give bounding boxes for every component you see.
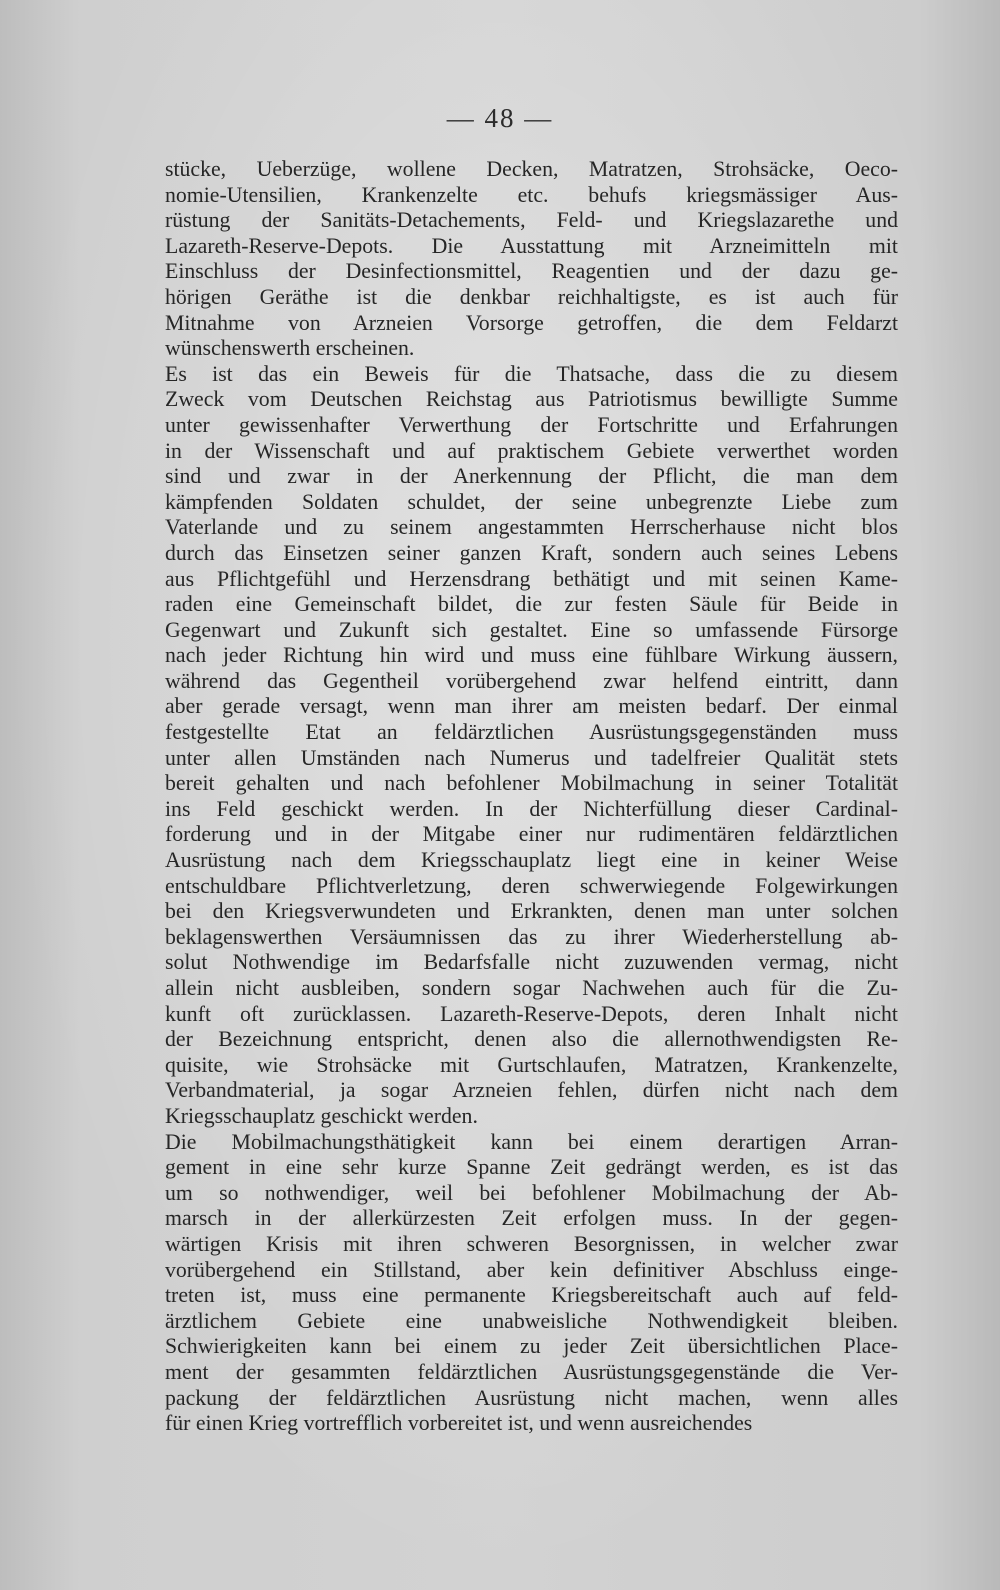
text-line: in der Wissenschaft und auf praktischem Gebiete verwerthet worden <box>165 438 898 463</box>
text-line: während das Gegentheil vorübergehend zwar helfend eintritt, dann <box>165 668 898 693</box>
text-line: festgestellte Etat an feldärztlichen Ausrüstungsgegenständen muss <box>165 720 898 745</box>
text-line: wünschenswerth erscheinen. <box>165 336 415 361</box>
text-line: gement in eine sehr kurze Spanne Zeit gedrängt werden, es ist das <box>165 1155 898 1180</box>
text-line: packung der feldärztlichen Ausrüstung nicht machen, wenn alles <box>165 1385 898 1410</box>
text-line: nomie-Utensilien, Krankenzelte etc. behufs kriegsmässiger Aus- <box>165 182 898 207</box>
text-line: solut Nothwendige im Bedarfsfalle nicht zuzuwenden vermag, nicht <box>165 950 898 975</box>
text-line: kunft oft zurücklassen. Lazareth-Reserve-Depots, deren Inhalt nicht <box>165 1001 898 1026</box>
text-line: marsch in der allerkürzesten Zeit erfolgen muss. In der gegen- <box>165 1206 898 1231</box>
text-line: Es ist das ein Beweis für die Thatsache, dass die zu diesem <box>165 361 898 386</box>
text-line: treten ist, muss eine permanente Kriegsbereitschaft auch auf feld- <box>165 1283 898 1308</box>
text-line: raden eine Gemeinschaft bildet, die zur festen Säule für Beide in <box>165 592 898 617</box>
text-line: ins Feld geschickt werden. In der Nichterfüllung dieser Cardinal- <box>165 796 898 821</box>
text-line: der Bezeichnung entspricht, denen also die allernothwendigsten Re- <box>165 1027 898 1052</box>
text-line: hörigen Geräthe ist die denkbar reichhaltigste, es ist auch für <box>165 284 898 309</box>
text-line: wärtigen Krisis mit ihren schweren Besorgnissen, in welcher zwar <box>165 1231 898 1256</box>
text-line: aber gerade versagt, wenn man ihrer am meisten bedarf. Der einmal <box>165 694 898 719</box>
text-line: bereit gehalten und nach befohlener Mobilmachung in seiner Totalität <box>165 771 898 796</box>
text-line: forderung und in der Mitgabe einer nur rudimentären feldärztlichen <box>165 822 898 847</box>
text-line: Zweck vom Deutschen Reichstag aus Patriotismus bewilligte Summe <box>165 387 898 412</box>
text-line: Kriegsschauplatz geschickt werden. <box>165 1103 478 1128</box>
text-line: durch das Einsetzen seiner ganzen Kraft, sondern auch seines Lebens <box>165 540 898 565</box>
text-line: Einschluss der Desinfectionsmittel, Reagentien und der dazu ge- <box>165 259 898 284</box>
text-line: Verbandmaterial, ja sogar Arzneien fehlen, dürfen nicht nach dem <box>165 1078 898 1103</box>
text-line: für einen Krieg vortrefflich vorbereitet ist, und wenn ausreichendes <box>165 1411 753 1436</box>
text-line: kämpfenden Soldaten schuldet, der seine unbegrenzte Liebe zum <box>165 489 898 514</box>
text-line: ment der gesammten feldärztlichen Ausrüstungsgegenstände die Ver- <box>165 1359 898 1384</box>
text-line: Mitnahme von Arzneien Vorsorge getroffen, die dem Feldarzt <box>165 310 898 335</box>
text-line: stücke, Ueberzüge, wollene Decken, Matratzen, Strohsäcke, Oeco- <box>165 157 898 181</box>
text-line: unter gewissenhafter Verwerthung der Fortschritte und Erfahrungen <box>165 412 898 437</box>
text-line: bei den Kriegsverwundeten und Erkrankten, denen man unter solchen <box>165 899 898 924</box>
text-line: unter allen Umständen nach Numerus und tadelfreier Qualität stets <box>165 745 898 770</box>
text-line: allein nicht ausbleiben, sondern sogar Nachwehen auch für die Zu- <box>165 976 898 1000</box>
text-line: um so nothwendiger, weil bei befohlener Mobilmachung der Ab- <box>165 1180 898 1205</box>
text-line: Gegenwart und Zukunft sich gestaltet. Eine so umfassende Fürsorge <box>165 617 898 642</box>
text-line: rüstung der Sanitäts-Detachements, Feld- und Kriegslazarethe und <box>165 208 898 233</box>
text-line: Vaterlande und zu seinem angestammten Herrscherhause nicht blos <box>165 515 898 540</box>
text-line: nach jeder Richtung hin wird und muss eine fühlbare Wirkung äussern, <box>165 643 898 668</box>
text-line: Schwierigkeiten kann bei einem zu jeder Zeit übersichtlichen Place- <box>165 1334 898 1359</box>
page-number: — 48 — <box>446 103 554 133</box>
text-line: Die Mobilmachungsthätigkeit kann bei einem derartigen Arran- <box>165 1129 898 1154</box>
text-line: Ausrüstung nach dem Kriegsschauplatz liegt eine in keiner Weise <box>165 848 898 873</box>
text-line: quisite, wie Strohsäcke mit Gurtschlaufen, Matratzen, Krankenzelte, <box>165 1052 898 1077</box>
body-text <box>165 157 898 1437</box>
text-line: Lazareth-Reserve-Depots. Die Ausstattung mit Arzneimitteln mit <box>165 233 898 258</box>
text-line: entschuldbare Pflichtverletzung, deren schwerwiegende Folgewirkungen <box>165 873 898 898</box>
text-line: ärztlichem Gebiete eine unabweisliche Nothwendigkeit bleiben. <box>165 1308 898 1333</box>
text-line: vorübergehend ein Stillstand, aber kein definitiver Abschluss einge- <box>165 1257 898 1282</box>
text-line: sind und zwar in der Anerkennung der Pflicht, die man dem <box>165 464 898 489</box>
text-line: aus Pflichtgefühl und Herzensdrang bethätigt und mit seinen Kame- <box>165 566 898 591</box>
text-line: beklagenswerthen Versäumnissen das zu ihrer Wiederherstellung ab- <box>165 924 898 949</box>
